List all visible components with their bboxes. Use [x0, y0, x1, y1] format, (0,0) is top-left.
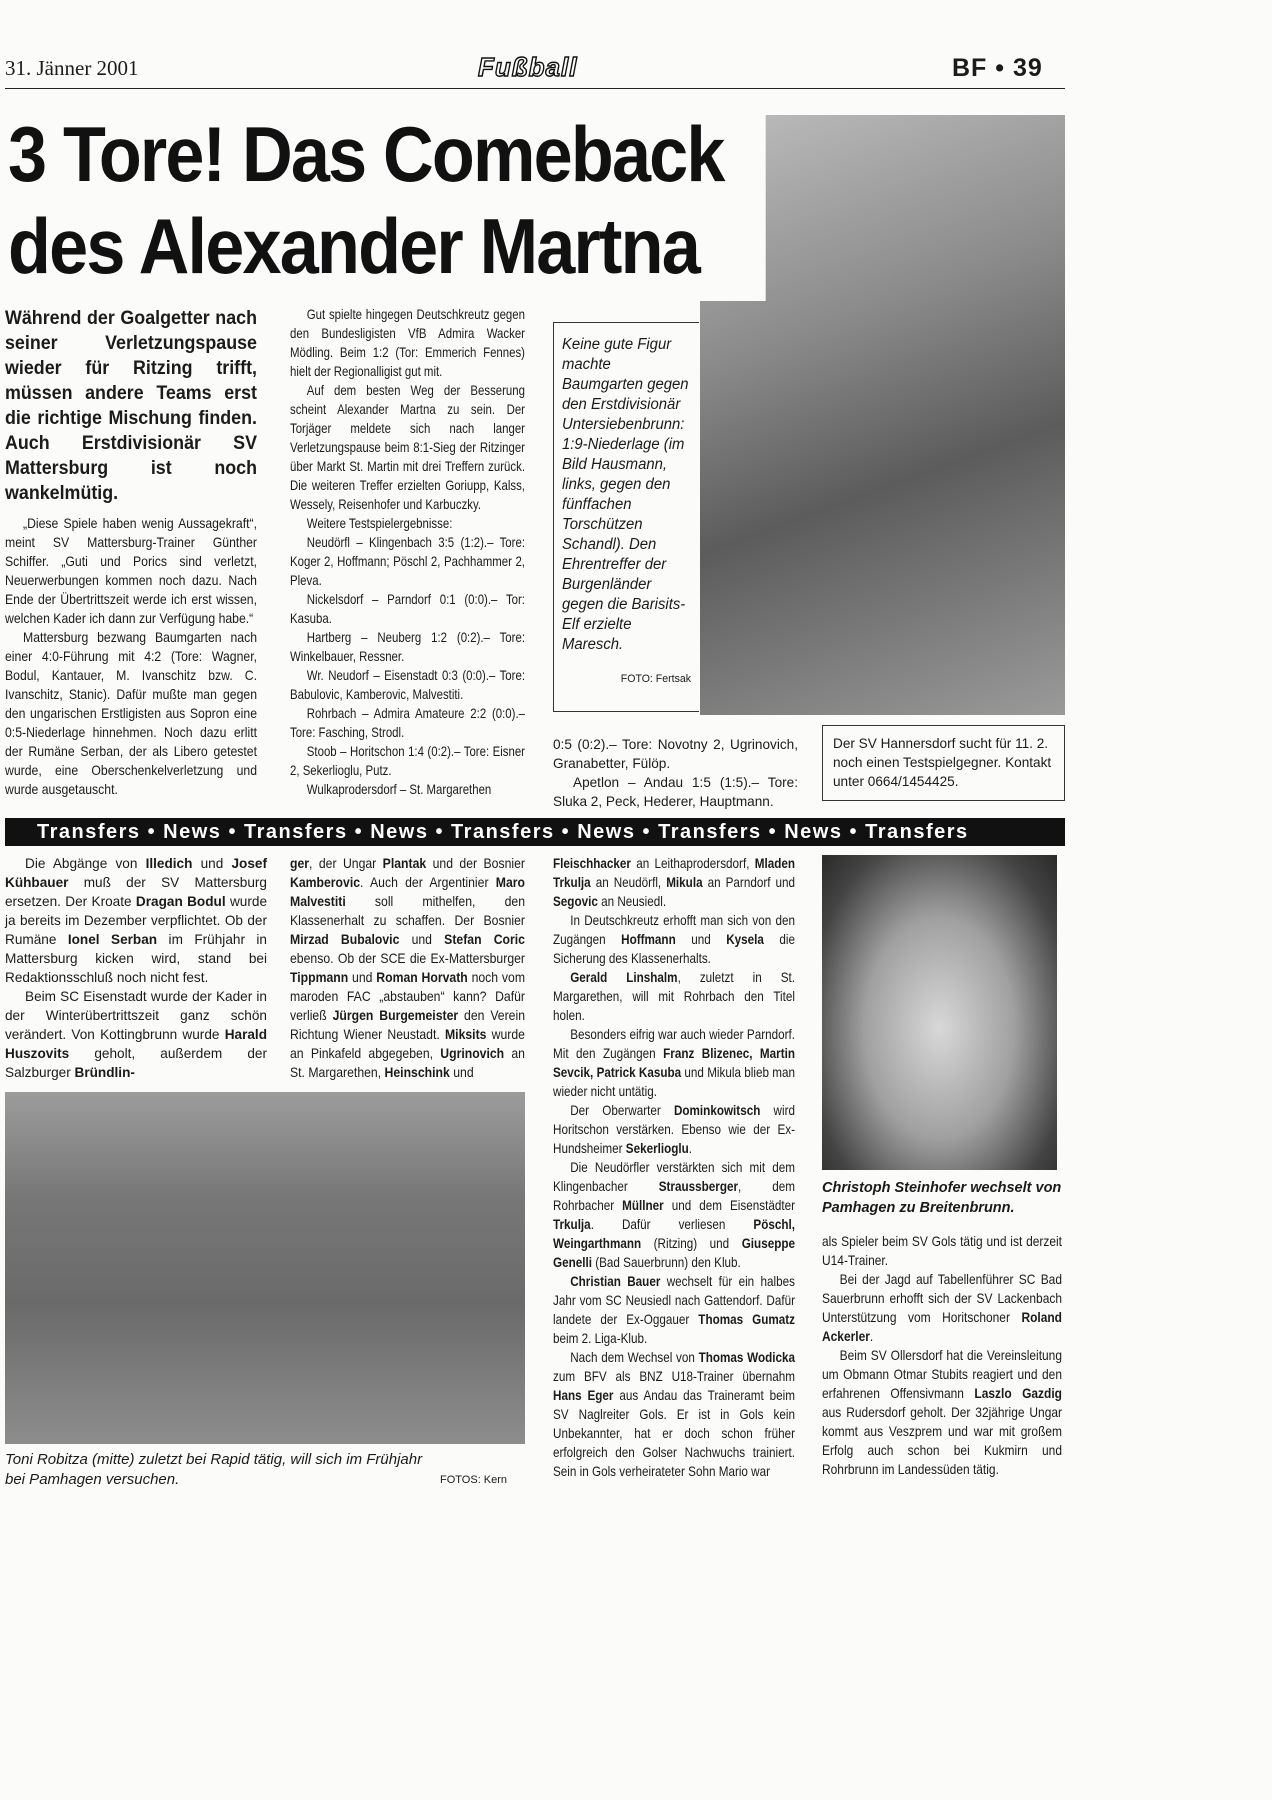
player-name: Christian Bauer [570, 1274, 661, 1289]
player-name: Müllner [622, 1198, 664, 1213]
player-name: Mikula [666, 875, 703, 890]
player-name: Pöschl, Weingarthmann [553, 1217, 795, 1251]
player-name: Franz Blizenec, Martin Sevcik, Patrick Kasuba [553, 1046, 795, 1080]
text-run: Beim SV Ollersdorf hat die Vereinsleitung um Obmann Otmar Stubits reagiert und den erfahrenen Offensivmann [822, 1348, 1062, 1401]
photo-caption [553, 322, 699, 712]
paragraph: Mattersburg bezwang Baumgarten nach einer 4:0-Führung mit 4:2 (Tore: Wagner, Bodul, Kantauer, M. Ivanschitz bzw. C. Ivanschitz, Stanic). Dafür mußte man gegen den ungarischen Erstligisten aus Sopron eine 0:5-Niederlage hinnehmen. Noch dazu erlitt der Rumäne Serban, der als Libero getestet wurde, eine Oberschenkelverletzung und wurde ausgetauscht. [5, 630, 257, 797]
paragraph [822, 1232, 1062, 1270]
paragraph [553, 1348, 795, 1481]
player-name: Trkulja [553, 1217, 591, 1232]
text-run: aus Rudersdorf geholt. Der 32jährige Ungar kommt aus Veszprem und war mit großem Erfolg auch schon bei Kukmirn und Rohrbrunn im Landessüden tätig. [822, 1405, 1062, 1477]
issue-date: 31. Jänner 2001 [5, 56, 139, 80]
text-run: , der Ungar [309, 856, 383, 871]
paragraph: Gut spielte hingegen Deutschkreutz gegen den Bundesligisten VfB Admira Wacker Mödling. Beim 1:2 (Tor: Emmerich Fennes) hielt der Regionalligist gut mit. [290, 307, 525, 379]
paragraph [553, 968, 795, 1025]
lede: Während der Goalgetter nach seiner Verletzungspause wieder für Ritzing trifft, müssen andere Teams erst die richtige Mischung finden. Auch Erstdivisionär SV Mattersburg ist noch wankelmütig. [5, 308, 257, 504]
article-column-2 [290, 305, 525, 799]
section-logo: Fußball [478, 52, 578, 82]
player-name: Sekerlioglu [625, 1141, 689, 1156]
player-name: Segovic [553, 894, 598, 909]
headline [8, 108, 724, 292]
player-name: Jürgen Burgemeister [332, 1008, 459, 1023]
header-rule [5, 88, 1065, 89]
text-run: . Auch der Argentinier [360, 875, 496, 890]
article-column-1 [5, 514, 257, 799]
text-run: an Leithaprodersdorf, [630, 856, 755, 871]
text-run: als Spieler beim SV Gols tätig und ist derzeit U14-Trainer. [822, 1234, 1062, 1268]
paragraph: Rohrbach – Admira Amateure 2:2 (0:0).– Tore: Fasching, Strodl. [290, 706, 525, 740]
text-run: an Neudörfl, [590, 875, 667, 890]
player-name: Straussberger [658, 1179, 739, 1194]
text-run: In Deutschkreutz erhofft man sich von den Zugängen [553, 913, 795, 947]
paragraph [5, 854, 267, 987]
player-name: Fleischhacker [553, 856, 631, 871]
player-name: Dominkowitsch [673, 1103, 761, 1118]
text-run: . [688, 1141, 693, 1156]
paragraph: Nickelsdorf – Parndorf 0:1 (0:0).– Tor: Kasuba. [290, 592, 525, 626]
text-run: und Mikula blieb man wieder nicht untätig. [553, 1065, 795, 1099]
paragraph [553, 911, 795, 968]
player-name: Thomas Wodicka [698, 1350, 796, 1365]
text-run: (Bad Sauerbrunn) den Klub. [591, 1255, 741, 1270]
photo-caption-inner [562, 335, 691, 689]
text-run: Bei der Jagd auf Tabellenführer SC Bad Sauerbrunn erhofft sich der SV Lackenbach Unterstützung vom Horitschoner [822, 1272, 1062, 1325]
text-run: , zuletzt in St. Margarethen, will mit Rohrbach den Titel holen. [553, 970, 795, 1023]
text-run: und der Bosnier [426, 856, 525, 871]
photo-caption-text: Keine gute Figur machte Baumgarten gegen den Erstdivisionär Untersiebenbrunn: 1:9-Niederlage (im Bild Hausmann, links, gegen den fünffachen Torschützen Schandl). Den Ehrentreffer der Burgenländer gegen die Barisits-Elf erzielte Maresch. [562, 336, 689, 653]
player-name: Roman Horvath [376, 970, 468, 985]
paragraph: Wulkaprodersdorf – St. Margarethen [306, 782, 492, 797]
paragraph: Apetlon – Andau 1:5 (1:5).– Tore: Sluka 2, Peck, Hederer, Hauptmann. [553, 775, 798, 809]
player-name: Tippmann [290, 970, 349, 985]
transfers-column-4 [822, 1232, 1062, 1479]
text-run: Besonders eifrig war auch wieder Parndorf. Mit den Zugängen [553, 1027, 795, 1061]
text-run: im Frühjahr in Mattersburg kicken wird, stand bei Redaktionsschluß noch nicht fest. [5, 932, 267, 985]
player-name: Gerald Linshalm [570, 970, 678, 985]
paragraph [553, 854, 795, 911]
paragraph [553, 1101, 795, 1158]
transfers-banner: Transfers • News • Transfers • News • Transfers • News • Transfers • News • Transfers [5, 818, 1065, 846]
paragraph [553, 1158, 795, 1272]
text-run: geholt, außerdem der Salzburger [5, 1046, 267, 1080]
text-run: Der Oberwarter [570, 1103, 674, 1118]
text-run: beim 2. Liga-Klub. [553, 1331, 648, 1346]
text-run: (Ritzing) und [641, 1236, 742, 1251]
text-run: an Neusiedl. [597, 894, 667, 909]
text-run: und [399, 932, 445, 947]
player-name: Harald Huszovits [5, 1027, 267, 1061]
player-name: Plantak [382, 856, 427, 871]
players-photo-credit: FOTOS: Kern [440, 1474, 508, 1486]
text-run: , dem Rohrbacher [553, 1179, 795, 1213]
transfers-column-2 [290, 854, 525, 1082]
paragraph [822, 1270, 1062, 1346]
text-run: die Sicherung des Klassenerhalts. [553, 932, 795, 966]
page-number: BF • 39 [952, 54, 1043, 82]
paragraph [290, 854, 525, 1082]
paragraph: Neudörfl – Klingenbach 3:5 (1:2).– Tore: Koger 2, Hoffmann; Pöschl 2, Pachhammer 2, Pleva. [290, 535, 525, 588]
text-run: aus Andau das Traineramt beim SV Naglreiter Gols. Er ist in Gols kein Unbekannter, hat er doch schon früher erfolgreich den Golser Nachwuchs trainiert. Sein in Gols verheirateter Sohn Mario war [553, 1388, 795, 1479]
text-run: und [192, 856, 232, 871]
text-run: wurde an Pinkafeld abgegeben, [290, 1027, 525, 1061]
player-name: Heinschink [384, 1065, 450, 1080]
paragraph: Weitere Testspielergebnisse: [306, 516, 453, 531]
paragraph [5, 987, 267, 1082]
paragraph: 0:5 (0:2).– Tore: Novotny 2, Ugrinovich, Granabetter, Fülöp. [553, 737, 798, 771]
text-run: an Parndorf und [702, 875, 795, 890]
paragraph: Hartberg – Neuberg 1:2 (0:2).– Tore: Winkelbauer, Ressner. [290, 630, 525, 664]
paragraph: Auf dem besten Weg der Besserung scheint Alexander Martna zu sein. Der Torjäger meldete sich nach langer Verletzungspause beim 8:1-Sieg der Ritzinger über Markt St. Martin mit drei Treffern zurück. Die weiteren Treffer erzielten Goriupp, Kalss, Wessely, Reisenhofer und Karbuczky. [290, 383, 525, 512]
player-name: Bründlin- [74, 1065, 135, 1080]
player-name: Hoffmann [621, 932, 676, 947]
text-run: muß der SV Mattersburg ersetzen. Der Kroate [5, 875, 267, 909]
text-run: wird Horitschon verstärken. Ebenso wie der Ex-Hundsheimer [553, 1103, 795, 1156]
text-run: und dem Eisenstädter [663, 1198, 795, 1213]
notice-box: Der SV Hannersdorf sucht für 11. 2. noch einen Testspielgegner. Kontakt unter 0664/1454425. [822, 725, 1065, 801]
player-name: Giuseppe Genelli [553, 1236, 795, 1270]
transfers-column-1 [5, 854, 267, 1082]
article-column-3 [553, 735, 798, 811]
text-run: Nach dem Wechsel von [570, 1350, 699, 1365]
text-run: und [449, 1065, 474, 1080]
player-name: Ionel Serban [67, 932, 158, 947]
player-name: Miksits [444, 1027, 487, 1042]
text-run: Die Abgänge von [25, 856, 146, 871]
player-name: Roland Ackerler [822, 1310, 1062, 1344]
photo-credit: FOTO: Fertsak [620, 673, 691, 685]
text-run: soll mithelfen, den Klassenerhalt zu schaffen. Der Bosnier [290, 894, 525, 928]
player-name: Mladen Trkulja [553, 856, 795, 890]
players-photo-caption: Toni Robitza (mitte) zuletzt bei Rapid tätig, will sich im Frühjahr bei Pamhagen versuchen. [5, 1451, 423, 1488]
paragraph [822, 1346, 1062, 1479]
paragraph: Stoob – Horitschon 1:4 (0:2).– Tore: Eisner 2, Sekerlioglu, Putz. [290, 744, 525, 778]
portrait-caption: Christoph Steinhofer wechselt von Pamhagen zu Breitenbrunn. [822, 1180, 1062, 1216]
player-name: Ugrinovich [440, 1046, 505, 1061]
headline-line-1: 3 Tore! Das Comeback [8, 110, 724, 198]
headline-line-2: des Alexander Martna [8, 202, 699, 290]
text-run: an St. Margarethen, [290, 1046, 525, 1080]
text-run: den Verein Richtung Wiener Neustadt. [290, 1008, 526, 1042]
player-name: Hans Eger [553, 1388, 614, 1403]
text-run: und [675, 932, 727, 947]
paragraph [553, 1025, 795, 1101]
paragraph [553, 1272, 795, 1348]
player-name: Thomas Gumatz [698, 1312, 795, 1327]
paragraph: „Diese Spiele haben wenig Aussagekraft“, meint SV Mattersburg-Trainer Günther Schiffer. „Guti und Porics sind verletzt, Neuerwerbungen kommen noch dazu. Nach Ende der Übertrittszeit werde ich erst wissen, welchen Kader ich dann zur Verfügung habe.“ [5, 516, 257, 626]
player-name: Dragan Bodul [135, 894, 226, 909]
text-run: ebenso. Ob der SCE die Ex-Mattersburger [290, 951, 525, 966]
text-run: . [869, 1329, 874, 1344]
text-run: Die Neudörfler verstärkten sich mit dem Klingenbacher [553, 1160, 795, 1194]
player-name: Illedich [145, 856, 193, 871]
text-run: . Dafür verliesen [590, 1217, 754, 1232]
player-name: ger [290, 856, 310, 871]
text-run: Beim SC Eisenstadt wurde der Kader in der Winterübertrittszeit ganz schön verändert. Von Kottingbrunn wurde [5, 989, 267, 1042]
paragraph: Wr. Neudorf – Eisenstadt 0:3 (0:0).– Tore: Babulovic, Kamberovic, Malvestiti. [290, 668, 525, 702]
player-name: Maro Malvestiti [290, 875, 525, 909]
text-run: und [348, 970, 377, 985]
player-name: Kysela [726, 932, 764, 947]
player-name: Kamberovic [290, 875, 361, 890]
player-name: Mirzad Bubalovic [290, 932, 400, 947]
players-photo [5, 1092, 525, 1444]
text-run: noch vom maroden FAC „abstauben“ kann? Dafür verließ [290, 970, 526, 1023]
portrait-photo [822, 855, 1057, 1170]
player-name: Laszlo Gazdig [974, 1386, 1062, 1401]
transfers-column-3 [553, 854, 795, 1481]
text-run: wurde ja bereits im Dezember verpflichtet. Ob der Rumäne [5, 894, 267, 947]
match-photo [700, 115, 1065, 715]
text-run: wechselt für ein halbes Jahr vom SC Neusiedl nach Gattendorf. Dafür landete der Ex-Oggauer [553, 1274, 795, 1327]
text-run: zum BFV als BNZ U18-Trainer übernahm [553, 1369, 795, 1384]
player-name: Josef Kühbauer [5, 856, 268, 890]
player-name: Stefan Coric [444, 932, 525, 947]
